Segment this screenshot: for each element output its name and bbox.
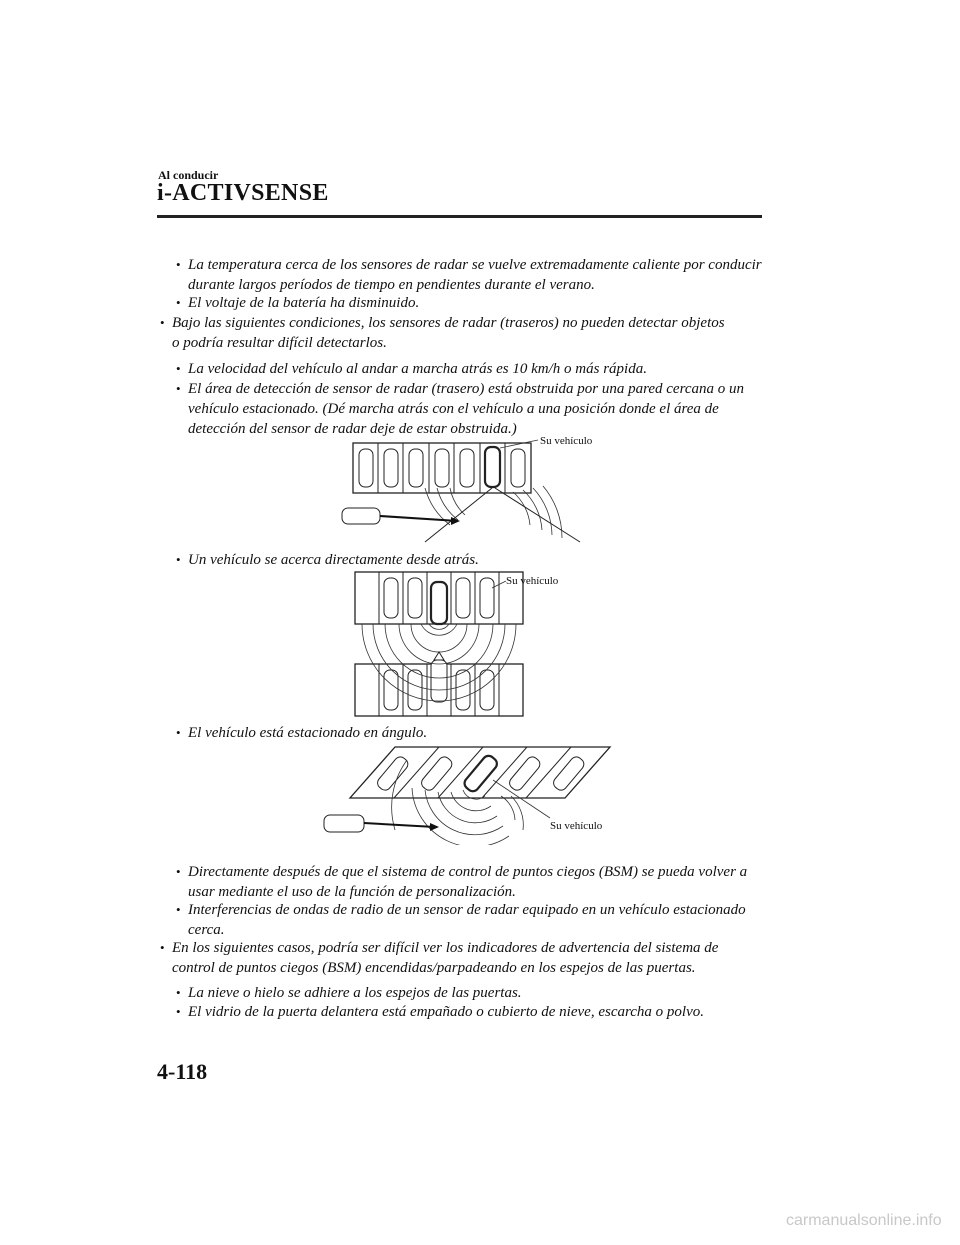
list-item [176,983,762,1003]
list-item [176,550,762,570]
figure-angled-parking [315,740,665,845]
bullet-icon: • [160,315,165,330]
bullet-icon: • [176,985,181,1000]
bullet-icon: • [176,295,181,310]
header-rule [157,215,762,218]
bullet-icon: • [176,381,181,396]
page-title: i-ACTIVSENSE [157,180,329,206]
section-name: Al conducir [158,168,219,182]
list-item-text: Bajo las siguientes condiciones, los sensores de radar (traseros) no pueden detectar objetos o podría resultar difícil detectarlos. [172,315,725,351]
list-item [160,313,732,353]
bullet-icon: • [176,902,181,917]
list-item [176,1002,762,1022]
list-item-text: Directamente después de que el sistema de control de puntos ciegos (BSM) se pueda volver a usar mediante el uso de la función de personalización. [188,864,748,900]
watermark: carmanualsonline.info [786,1212,942,1229]
figure-vehicle-from-behind [350,568,610,718]
list-item-text: El vidrio de la puerta delantera está empañado o cubierto de nieve, escarcha o polvo. [188,1004,704,1020]
bullet-icon: • [176,257,181,272]
figure-caption: Su vehículo [506,575,559,587]
list-item-text: La velocidad del vehículo al andar a marcha atrás es 10 km/h o más rápida. [188,361,647,377]
figure-reversing-obstructed [330,430,630,545]
list-item-text: El área de detección de sensor de radar (trasero) está obstruida por una pared cercana o un vehículo estacionado. (Dé marcha atrás con el vehículo a una posición donde el área de detección del sensor de radar deje de estar obstruida.) [188,381,745,437]
bullet-icon: • [176,552,181,567]
list-item-text: Interferencias de ondas de radio de un sensor de radar equipado en un vehículo estacionado cerca. [188,902,746,938]
list-item [176,293,762,313]
list-item [160,938,762,978]
page-number: 4-118 [157,1059,208,1084]
list-item-text: El voltaje de la batería ha disminuido. [188,295,420,311]
list-item [176,255,762,295]
figure-caption: Su vehículo [550,820,603,832]
bullet-icon: • [160,940,165,955]
bullet-icon: • [176,361,181,376]
list-item-text: El vehículo está estacionado en ángulo. [188,725,428,741]
list-item-text: Un vehículo se acerca directamente desde atrás. [188,552,479,568]
bullet-icon: • [176,1004,181,1019]
list-item-text: En los siguientes casos, podría ser difícil ver los indicadores de advertencia del sistema de control de puntos ciegos (BSM) encendidas/parpadeando en los espejos de las puertas. [172,940,719,976]
list-item [176,359,762,379]
list-item [176,900,762,940]
bullet-icon: • [176,864,181,879]
figure-caption: Su vehículo [540,435,593,447]
list-item-text: La nieve o hielo se adhiere a los espejos de las puertas. [188,985,522,1001]
list-item-text: La temperatura cerca de los sensores de radar se vuelve extremadamente caliente por conducir durante largos períodos de tiempo en pendientes durante el verano. [188,257,762,293]
list-item [176,862,762,902]
bullet-icon: • [176,725,181,740]
